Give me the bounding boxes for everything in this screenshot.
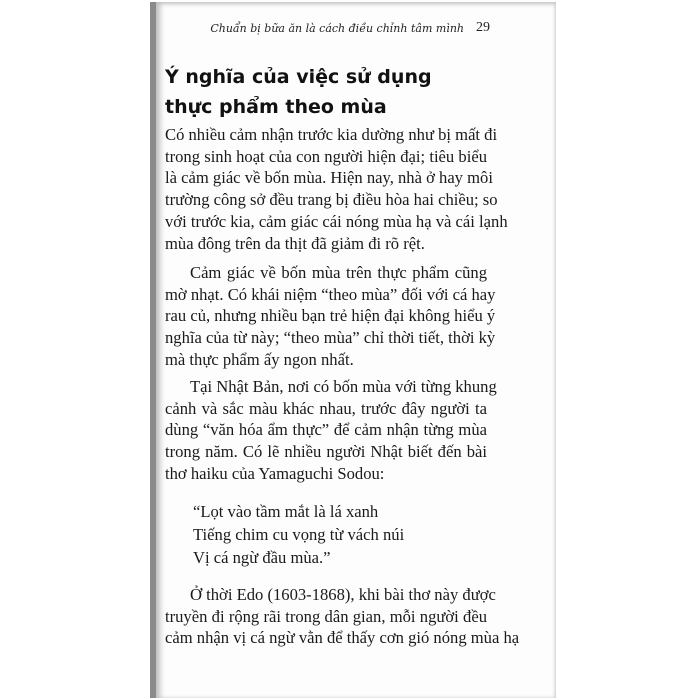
text-line: trong sinh hoạt của con người hiện đại; tiêu biểu (165, 146, 487, 166)
paragraph-2 (165, 262, 496, 371)
running-header: Chuẩn bị bữa ăn là cách điều chỉnh tâm mình (210, 22, 464, 35)
text-line: nghĩa của từ này; “theo mùa” chỉ thời tiết, thời kỳ (165, 328, 496, 348)
text-line: Ở thời Edo (1603-1868), khi bài thơ này được (190, 585, 496, 604)
text-line: là cảm giác về bốn mùa. Hiện nay, nhà ở hay môi (165, 168, 493, 188)
text-line: Cảm giác về bốn mùa trên thực phẩm cũng (190, 263, 487, 282)
text-line: mùa đông trên da thịt đã giảm đi rõ rệt. (165, 233, 425, 253)
poem-line: Vị cá ngừ đầu mùa.” (193, 548, 331, 567)
text-line: mờ nhạt. Có khái niệm “theo mùa” đối với cá hay (165, 284, 496, 304)
section-heading (165, 62, 432, 122)
haiku-quote (193, 500, 404, 569)
heading-line: thực phẩm theo mùa (165, 96, 387, 118)
paragraph-3 (165, 376, 497, 485)
poem-line: Tiếng chim cu vọng từ vách núi (193, 525, 405, 544)
paragraph-4 (165, 584, 520, 649)
text-line: truyền đi rộng rãi trong dân gian, mỗi người đều (165, 606, 487, 626)
heading-line: Ý nghĩa của việc sử dụng (165, 66, 432, 88)
poem-line: “Lọt vào tầm mắt là lá xanh (193, 502, 379, 521)
text-line: mà thực phẩm ấy ngon nhất. (165, 349, 354, 369)
paragraph-1 (165, 124, 508, 254)
text-line: rau củ, nhưng nhiều bạn trẻ hiện đại không hiểu ý (165, 306, 496, 326)
text-line: cảnh và sắc màu khác nhau, trước đây người ta (165, 398, 487, 418)
text-line: cảm nhận vị cá ngừ vằn để thấy cơn gió nóng mùa hạ (165, 628, 520, 648)
text-line: với trước kia, cảm giác cái nóng mùa hạ và cái lạnh (165, 211, 508, 231)
text-line: trong năm. Có lẽ nhiều người Nhật biết đến bài (165, 442, 487, 462)
text-line: thơ haiku của Yamaguchi Sodou: (165, 463, 385, 483)
text-line: Tại Nhật Bản, nơi có bốn mùa với từng khung (190, 377, 497, 396)
text-line: Có nhiều cảm nhận trước kia dường như bị mất đi (165, 125, 498, 144)
text-line: trường công sở đều trang bị điều hòa hai chiều; so (165, 190, 498, 210)
page-number: 29 (476, 20, 490, 35)
text-line: dùng “văn hóa ẩm thực” để cảm nhận từng mùa (165, 420, 487, 440)
